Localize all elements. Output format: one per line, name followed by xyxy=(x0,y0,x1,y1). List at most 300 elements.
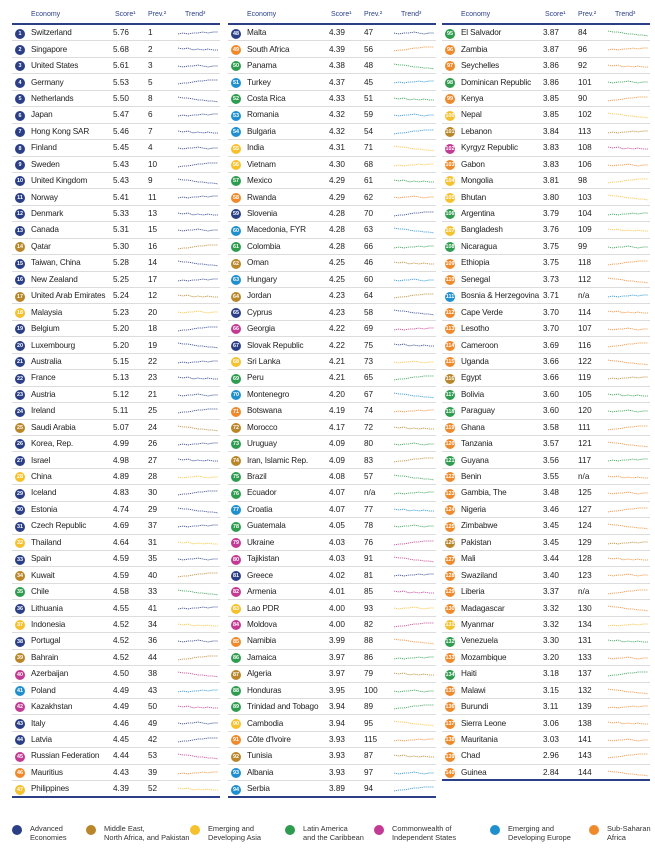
trend-sparkline xyxy=(178,555,218,564)
rank-badge: 140 xyxy=(445,770,455,777)
trend-sparkline xyxy=(178,177,218,186)
legend-label xyxy=(392,824,456,842)
economy-name: Lao PDR xyxy=(247,603,280,613)
score-value: 4.52 xyxy=(113,652,129,662)
previous-rank: 88 xyxy=(364,636,374,646)
previous-rank: 107 xyxy=(578,324,592,334)
economy-name: Ukraine xyxy=(247,537,275,547)
rank-badge: 130 xyxy=(445,605,455,612)
table-row xyxy=(442,41,650,57)
previous-rank: 94 xyxy=(364,784,374,794)
economy-name: Rwanda xyxy=(247,192,277,202)
rank-badge: 91 xyxy=(233,737,239,744)
trend-sparkline xyxy=(608,292,648,301)
trend-sparkline xyxy=(178,506,218,515)
score-value: 5.31 xyxy=(113,225,129,235)
previous-rank: 139 xyxy=(578,702,592,712)
table-row xyxy=(12,255,220,271)
trend-sparkline xyxy=(394,29,434,38)
score-value: 4.89 xyxy=(113,472,129,481)
score-value: 4.01 xyxy=(329,587,345,597)
previous-rank: 111 xyxy=(578,422,591,432)
table-row xyxy=(12,584,220,600)
rank-badge: 134 xyxy=(445,671,455,678)
table-row xyxy=(12,321,220,337)
rank-badge: 58 xyxy=(233,194,239,201)
table-row xyxy=(12,41,220,57)
economy-name: New Zealand xyxy=(31,274,78,284)
rank-badge: 87 xyxy=(233,671,239,678)
table-row xyxy=(12,699,220,715)
rank-badge: 13 xyxy=(17,227,23,234)
previous-rank: 46 xyxy=(364,258,374,268)
legend-label xyxy=(104,824,189,842)
previous-rank: 95 xyxy=(364,718,374,728)
score-value: 3.70 xyxy=(543,307,559,317)
previous-rank: 128 xyxy=(578,554,592,564)
score-value: 4.19 xyxy=(329,406,345,416)
score-value: 4.45 xyxy=(113,735,129,744)
trend-sparkline xyxy=(394,259,434,268)
score-value: 3.79 xyxy=(543,209,559,218)
trend-sparkline xyxy=(394,292,434,301)
previous-rank: 132 xyxy=(578,685,592,695)
legend-label-line2: Developing Europe xyxy=(508,833,571,842)
previous-rank: 62 xyxy=(364,192,374,202)
previous-rank: 65 xyxy=(364,373,374,383)
score-value: 4.23 xyxy=(329,291,345,301)
economy-name: China xyxy=(31,472,52,481)
previous-rank: 73 xyxy=(364,356,374,366)
previous-rank: 25 xyxy=(148,406,158,416)
score-value: 3.58 xyxy=(543,422,559,432)
score-value: 4.59 xyxy=(113,554,129,564)
header-prev: Prev.² xyxy=(364,11,383,18)
rank-badge: 71 xyxy=(233,408,239,415)
table-row xyxy=(12,781,220,797)
previous-rank: 60 xyxy=(364,274,374,284)
economy-name: Malawi xyxy=(461,685,486,695)
trend-sparkline xyxy=(394,670,434,679)
economy-name: Brazil xyxy=(247,472,267,481)
previous-rank: 4 xyxy=(148,143,153,153)
score-value: 5.07 xyxy=(113,422,129,432)
economy-name: Sierra Leone xyxy=(461,718,507,728)
rank-badge: 38 xyxy=(17,638,23,645)
score-value: 4.23 xyxy=(329,307,345,317)
trend-sparkline xyxy=(608,687,648,696)
table-row xyxy=(442,370,650,386)
ranking-rows xyxy=(12,25,220,798)
rank-badge: 26 xyxy=(17,441,23,448)
score-value: 5.33 xyxy=(113,209,129,218)
previous-rank: 104 xyxy=(578,209,592,218)
rank-badge: 29 xyxy=(17,490,23,497)
rank-badge: 37 xyxy=(17,622,23,629)
rank-badge: 79 xyxy=(233,540,239,547)
economy-name: Singapore xyxy=(31,44,67,54)
score-value: 3.80 xyxy=(543,192,559,202)
previous-rank: 41 xyxy=(148,603,158,613)
economy-name: Uganda xyxy=(461,356,489,366)
rank-badge: 8 xyxy=(15,144,25,154)
economy-name: Ghana xyxy=(461,422,485,432)
score-value: 4.20 xyxy=(329,389,345,399)
table-row xyxy=(12,107,220,123)
score-value: 3.93 xyxy=(329,751,345,761)
trend-sparkline xyxy=(178,752,218,761)
economy-name: Kazakhstan xyxy=(31,702,73,712)
table-row xyxy=(12,666,220,682)
table-row xyxy=(442,699,650,715)
economy-name: Azerbaijan xyxy=(31,669,69,679)
score-value: 3.94 xyxy=(329,702,345,712)
trend-sparkline xyxy=(178,144,218,153)
rank-badge: 33 xyxy=(17,556,23,563)
rank-badge: 76 xyxy=(233,490,239,497)
rank-badge: 129 xyxy=(445,589,455,596)
trend-sparkline xyxy=(608,555,648,564)
economy-name: Myanmar xyxy=(461,619,495,629)
economy-name: Swaziland xyxy=(461,570,497,580)
table-row xyxy=(12,387,220,403)
table-row xyxy=(12,551,220,567)
score-value: 4.28 xyxy=(329,225,345,235)
trend-sparkline xyxy=(394,571,434,580)
economy-name: Armenia xyxy=(247,587,277,597)
score-value: 4.52 xyxy=(113,619,129,629)
legend-label-line1: Emerging and xyxy=(508,824,555,833)
table-row xyxy=(442,535,650,551)
score-value: 4.31 xyxy=(329,143,345,153)
rank-badge: 1 xyxy=(15,29,25,39)
previous-rank: 52 xyxy=(148,784,158,794)
table-row xyxy=(442,321,650,337)
score-value: 4.43 xyxy=(113,767,129,777)
table-row xyxy=(228,469,436,485)
score-value: 3.60 xyxy=(543,406,559,416)
score-value: 5.76 xyxy=(113,28,129,38)
score-value: 3.75 xyxy=(543,258,559,268)
table-row xyxy=(442,107,650,123)
score-value: 4.30 xyxy=(329,159,345,169)
rank-badge: 64 xyxy=(233,293,239,300)
score-value: 5.20 xyxy=(113,340,129,350)
legend-label-line2: and the Caribbean xyxy=(303,833,364,842)
score-value: 3.20 xyxy=(543,652,559,662)
economy-name: Cyprus xyxy=(247,307,273,317)
score-value: 3.85 xyxy=(543,110,559,120)
trend-sparkline xyxy=(394,45,434,54)
economy-name: Kyrgyz Republic xyxy=(461,143,518,153)
ranking-column-3 xyxy=(442,9,650,781)
table-row xyxy=(442,715,650,731)
trend-sparkline xyxy=(394,506,434,515)
table-row xyxy=(12,567,220,583)
trend-sparkline xyxy=(394,621,434,630)
trend-sparkline xyxy=(178,374,218,383)
rank-badge: 104 xyxy=(445,178,455,185)
previous-rank: 47 xyxy=(364,28,374,38)
table-row xyxy=(228,551,436,567)
table-row xyxy=(228,666,436,682)
previous-rank: 11 xyxy=(148,192,157,202)
score-value: 4.22 xyxy=(329,324,345,334)
legend-label-line2: Developing Asia xyxy=(208,833,262,842)
column-header xyxy=(12,9,220,25)
rank-badge: 23 xyxy=(17,392,23,399)
trend-sparkline xyxy=(394,226,434,235)
economy-name: United Arab Emirates xyxy=(31,291,106,301)
rank-badge: 19 xyxy=(17,326,23,333)
score-value: 4.07 xyxy=(329,504,345,514)
rank-badge: 34 xyxy=(17,572,23,579)
trend-sparkline xyxy=(178,308,218,317)
rank-badge: 116 xyxy=(445,375,455,382)
score-value: 3.66 xyxy=(543,373,559,383)
previous-rank: 86 xyxy=(364,652,374,662)
previous-rank: n/a xyxy=(578,587,590,597)
rank-badge: 95 xyxy=(447,30,453,37)
previous-rank: 122 xyxy=(578,356,592,366)
previous-rank: 9 xyxy=(148,176,153,186)
trend-sparkline xyxy=(178,522,218,531)
score-value: 3.70 xyxy=(543,324,559,334)
previous-rank: 69 xyxy=(364,324,374,334)
score-value: 4.37 xyxy=(329,77,345,87)
previous-rank: 64 xyxy=(364,291,374,301)
economy-name: Russian Federation xyxy=(31,751,100,761)
table-row xyxy=(442,206,650,222)
legend-label-line2: North Africa, and Pakistan xyxy=(104,833,190,842)
previous-rank: 26 xyxy=(148,439,158,449)
table-row xyxy=(12,403,220,419)
economy-name: Tunisia xyxy=(247,751,273,761)
table-row xyxy=(12,354,220,370)
rank-badge: 99 xyxy=(447,96,453,103)
score-value: 4.22 xyxy=(329,340,345,350)
rank-badge: 118 xyxy=(445,408,455,415)
score-value: 5.28 xyxy=(113,258,129,268)
table-row xyxy=(12,157,220,173)
score-value: 5.12 xyxy=(113,389,129,399)
previous-rank: 56 xyxy=(364,44,374,54)
rank-badge: 133 xyxy=(445,655,455,662)
table-row xyxy=(228,288,436,304)
table-row xyxy=(442,436,650,452)
trend-sparkline xyxy=(394,210,434,219)
previous-rank: 23 xyxy=(148,373,158,383)
trend-sparkline xyxy=(394,539,434,548)
table-row xyxy=(12,732,220,748)
rank-badge: 48 xyxy=(233,30,239,37)
trend-sparkline xyxy=(394,243,434,252)
table-row xyxy=(12,420,220,436)
table-row xyxy=(12,206,220,222)
score-value: 3.93 xyxy=(329,735,345,744)
table-row xyxy=(228,436,436,452)
table-row xyxy=(228,699,436,715)
rank-badge: 5 xyxy=(15,94,25,104)
score-value: 4.05 xyxy=(329,521,345,531)
table-row xyxy=(12,304,220,320)
rank-badge: 138 xyxy=(445,737,455,744)
rank-badge: 15 xyxy=(17,260,23,267)
trend-sparkline xyxy=(608,407,648,416)
trend-sparkline xyxy=(608,670,648,679)
score-value: 3.66 xyxy=(543,356,559,366)
table-row xyxy=(442,551,650,567)
table-row xyxy=(12,222,220,238)
trend-sparkline xyxy=(394,440,434,449)
rank-badge: 139 xyxy=(445,753,455,760)
rank-badge: 101 xyxy=(445,129,455,136)
table-row xyxy=(228,403,436,419)
economy-name: Nicaragua xyxy=(461,241,497,251)
score-value: 4.02 xyxy=(329,570,345,580)
previous-rank: 29 xyxy=(148,504,158,514)
economy-name: Kenya xyxy=(461,93,484,103)
trend-sparkline xyxy=(394,78,434,87)
score-value: 4.03 xyxy=(329,537,345,547)
previous-rank: 21 xyxy=(148,389,158,399)
rank-badge: 31 xyxy=(17,523,23,530)
score-value: 3.81 xyxy=(543,176,559,186)
economy-name: Burundi xyxy=(461,702,489,712)
economy-name: Austria xyxy=(31,389,56,399)
score-value: 5.15 xyxy=(113,356,129,366)
table-row xyxy=(12,124,220,140)
score-value: 3.30 xyxy=(543,636,559,646)
trend-sparkline xyxy=(178,226,218,235)
rank-badge: 75 xyxy=(233,474,239,481)
trend-sparkline xyxy=(608,374,648,383)
table-row xyxy=(12,25,220,41)
previous-rank: 98 xyxy=(578,176,588,186)
rank-badge: 94 xyxy=(233,786,239,793)
score-value: 5.30 xyxy=(113,241,129,251)
score-value: 4.29 xyxy=(329,192,345,202)
previous-rank: 115 xyxy=(364,735,378,744)
table-row xyxy=(442,354,650,370)
economy-name: Saudi Arabia xyxy=(31,422,76,432)
economy-name: Malaysia xyxy=(31,307,63,317)
previous-rank: 144 xyxy=(578,767,592,777)
previous-rank: 127 xyxy=(578,504,592,514)
table-row xyxy=(442,255,650,271)
table-row xyxy=(442,189,650,205)
legend-swatch xyxy=(285,825,295,835)
previous-rank: 120 xyxy=(578,406,592,416)
header-economy: Economy xyxy=(461,11,491,18)
previous-rank: 89 xyxy=(364,702,374,712)
score-value: 3.73 xyxy=(543,274,559,284)
score-value: 4.21 xyxy=(329,356,345,366)
previous-rank: 27 xyxy=(148,455,158,465)
score-value: 3.46 xyxy=(543,504,559,514)
rank-badge: 59 xyxy=(233,211,239,218)
previous-rank: 106 xyxy=(578,159,592,169)
table-row xyxy=(442,748,650,764)
economy-name: Colombia xyxy=(247,241,281,251)
rank-badge: 41 xyxy=(17,688,23,694)
score-value: 5.20 xyxy=(113,324,129,334)
previous-rank: 78 xyxy=(364,521,374,531)
rank-badge: 18 xyxy=(17,309,23,316)
table-row xyxy=(228,124,436,140)
rank-badge: 42 xyxy=(17,704,23,711)
trend-sparkline xyxy=(394,308,434,317)
trend-sparkline xyxy=(178,95,218,104)
trend-sparkline xyxy=(178,128,218,137)
legend-label-line2: Africa xyxy=(607,833,626,842)
previous-rank: 117 xyxy=(578,455,592,465)
rank-badge: 123 xyxy=(445,490,455,497)
rank-badge: 135 xyxy=(445,688,455,694)
table-row xyxy=(442,91,650,107)
table-row xyxy=(228,189,436,205)
previous-rank: 24 xyxy=(148,422,158,432)
economy-name: Paraguay xyxy=(461,406,495,416)
score-value: 5.25 xyxy=(113,274,129,284)
previous-rank: 18 xyxy=(148,324,158,334)
economy-name: Pakistan xyxy=(461,537,492,547)
economy-name: Serbia xyxy=(247,784,270,794)
table-row xyxy=(442,420,650,436)
trend-sparkline xyxy=(394,95,434,104)
legend-swatch xyxy=(589,825,599,835)
trend-sparkline xyxy=(394,736,434,745)
economy-name: Lesotho xyxy=(461,324,490,334)
rank-badge: 4 xyxy=(15,78,25,88)
table-row xyxy=(228,370,436,386)
table-row xyxy=(442,485,650,501)
economy-name: Qatar xyxy=(31,241,51,251)
rank-badge: 78 xyxy=(233,523,239,530)
previous-rank: 124 xyxy=(578,521,592,531)
rank-badge: 6 xyxy=(15,111,25,121)
economy-name: Algeria xyxy=(247,669,272,679)
previous-rank: 134 xyxy=(578,619,592,629)
table-row xyxy=(12,272,220,288)
previous-rank: 97 xyxy=(364,767,374,777)
rank-badge: 39 xyxy=(17,655,23,662)
trend-sparkline xyxy=(178,78,218,87)
economy-name: Finland xyxy=(31,143,57,153)
previous-rank: 82 xyxy=(364,619,374,629)
trend-sparkline xyxy=(394,193,434,202)
trend-sparkline xyxy=(178,193,218,202)
trend-sparkline xyxy=(394,407,434,416)
trend-sparkline xyxy=(394,358,434,367)
economy-name: Latvia xyxy=(31,735,52,744)
trend-sparkline xyxy=(608,571,648,580)
economy-name: Macedonia, FYR xyxy=(247,225,306,235)
economy-name: Greece xyxy=(247,570,273,580)
table-row xyxy=(12,74,220,90)
economy-name: Gambia, The xyxy=(461,488,507,498)
trend-sparkline xyxy=(394,424,434,433)
trend-sparkline xyxy=(608,78,648,87)
economy-name: Lithuania xyxy=(31,603,63,613)
table-row xyxy=(228,535,436,551)
trend-sparkline xyxy=(608,243,648,252)
legend-label xyxy=(508,824,571,842)
economy-name: Canada xyxy=(31,225,59,235)
table-row xyxy=(228,41,436,57)
table-row xyxy=(442,617,650,633)
rank-badge: 52 xyxy=(233,96,239,103)
